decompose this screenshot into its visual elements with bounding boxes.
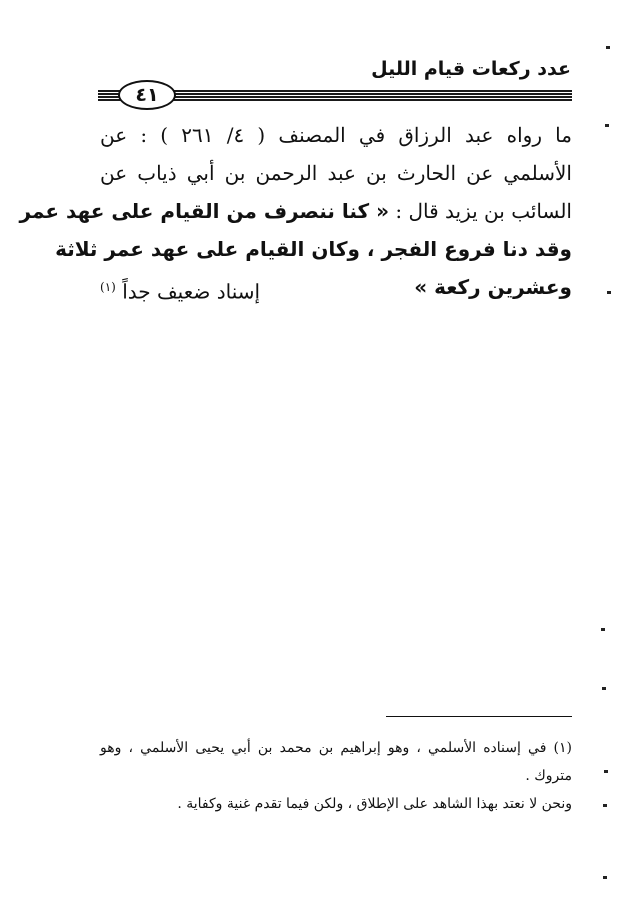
page-number (118, 80, 176, 110)
scan-speck (602, 687, 606, 690)
scan-speck (601, 628, 605, 631)
body-line-2: الأسلمي عن الحارث بن عبد الرحمن بن أبي ذياب عن (100, 161, 572, 185)
footnote-reference: (١) (100, 280, 116, 294)
scan-speck (606, 46, 610, 49)
quote-start: « كنا ننصرف من القيام على عهد عمر (19, 199, 390, 223)
scan-speck (604, 770, 608, 773)
body-text (19, 116, 572, 306)
scan-speck (603, 804, 607, 807)
running-title: عدد ركعات قيام الليل (371, 58, 571, 80)
footnotes (100, 734, 572, 818)
body-line-5 (100, 268, 572, 306)
body-line-3 (19, 192, 572, 230)
grade-text: إسناد ضعيف جداً (122, 279, 261, 304)
page-number-text: ٤١ (135, 83, 159, 106)
body-line-3-plain: السائب بن يزيد قال : (389, 199, 572, 223)
scan-speck (603, 876, 607, 879)
scan-speck (607, 291, 611, 294)
footnote-1-line-2: متروك . (525, 768, 572, 784)
quote-end: وعشرين ركعة » (414, 275, 572, 299)
footnote-1-line-1: (١) في إسناده الأسلمي ، وهو إبراهيم بن محمد بن أبي يحيى الأسلمي ، وهو (100, 740, 572, 756)
hadith-grade (100, 268, 260, 311)
body-line-4: وقد دنا فروع الفجر ، وكان القيام على عهد عمر ثلاثة (55, 237, 572, 261)
footnote-note: ونحن لا نعتد بهذا الشاهد على الإطلاق ، ولكن فيما تقدم غنية وكفاية . (177, 796, 572, 812)
footnote-separator (386, 716, 572, 717)
scan-speck (605, 124, 609, 127)
body-line-1: ما رواه عبد الرزاق في المصنف ( ٤/ ٢٦١ ) : عن (100, 123, 572, 147)
